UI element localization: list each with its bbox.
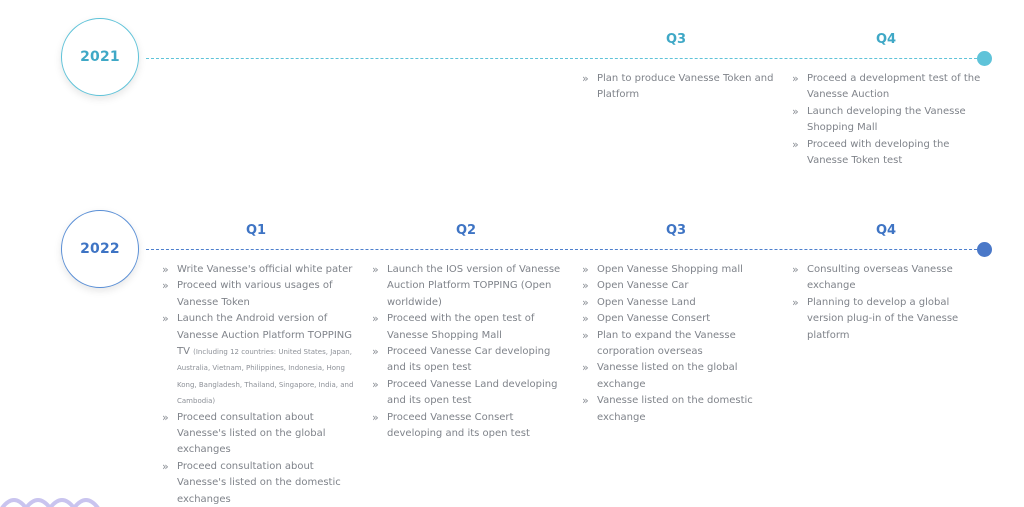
q3-2021-list xyxy=(582,71,777,104)
year-2021-label: 2021 xyxy=(80,49,120,65)
list-item: » Plan to produce Vanesse Token and Platform xyxy=(582,71,777,104)
list-item: » Open Vanesse Shopping mall xyxy=(582,262,777,278)
q4-2021-list xyxy=(792,71,987,169)
q1-2022-label: Q1 xyxy=(245,223,267,238)
q4-2021-label: Q4 xyxy=(875,32,897,47)
list-item: » Launch the IOS version of Vanesse Auction Platform TOPPING (Open worldwide) xyxy=(372,262,567,311)
q3-2021-label: Q3 xyxy=(665,32,687,47)
list-item: » Launch developing the Vanesse Shopping Mall xyxy=(792,104,987,137)
q4-2022-label: Q4 xyxy=(875,223,897,238)
timeline-2021 xyxy=(146,58,982,59)
list-item: » Vanesse listed on the global exchange xyxy=(582,360,777,393)
list-item: » Write Vanesse's official white pater xyxy=(162,262,362,278)
list-item: » Proceed Vanesse Land developing and its open test xyxy=(372,377,567,410)
year-2022-circle xyxy=(61,210,139,288)
wave-decoration-icon xyxy=(0,494,110,507)
year-2022-label: 2022 xyxy=(80,241,120,257)
list-item: » Proceed with the open test of Vanesse Shopping Mall xyxy=(372,311,567,344)
list-item xyxy=(162,311,362,409)
list-item: » Consulting overseas Vanesse exchange xyxy=(792,262,987,295)
q1-2022-list xyxy=(162,262,362,507)
q3-2022-list xyxy=(582,262,777,426)
q2-2022-label: Q2 xyxy=(455,223,477,238)
q4-2022-list xyxy=(792,262,987,344)
timeline-2022-end-dot xyxy=(977,242,992,257)
year-2021-circle xyxy=(61,18,139,96)
list-item: » Proceed Vanesse Car developing and its open test xyxy=(372,344,567,377)
list-item: » Planning to develop a global version plug-in of the Vanesse platform xyxy=(792,295,987,344)
list-item: » Proceed Vanesse Consert developing and its open test xyxy=(372,410,567,443)
list-item: » Proceed consultation about Vanesse's listed on the domestic exchanges xyxy=(162,459,362,507)
list-item: » Proceed with developing the Vanesse Token test xyxy=(792,137,987,170)
countries-note: (Including 12 countries: United States, Japan, Australia, Vietnam, Philippines, Indonesia, Hong Kong, Bangladesh, Thailand, Singapore, India, and Cambodia) xyxy=(177,348,354,406)
list-item: » Plan to expand the Vanesse corporation overseas xyxy=(582,328,777,361)
list-item: » Proceed a development test of the Vanesse Auction xyxy=(792,71,987,104)
list-item: » Proceed with various usages of Vanesse Token xyxy=(162,278,362,311)
q2-2022-list xyxy=(372,262,567,442)
list-item: » Open Vanesse Land xyxy=(582,295,777,311)
list-item: » Open Vanesse Consert xyxy=(582,311,777,327)
list-item: » Vanesse listed on the domestic exchange xyxy=(582,393,777,426)
list-item-text: Launch the Android version of Vanesse Auction Platform TOPPING TV xyxy=(177,313,353,358)
timeline-2021-end-dot xyxy=(977,51,992,66)
list-item: » Proceed consultation about Vanesse's listed on the global exchanges xyxy=(162,410,362,459)
timeline-2022 xyxy=(146,249,982,250)
q3-2022-label: Q3 xyxy=(665,223,687,238)
list-item: » Open Vanesse Car xyxy=(582,278,777,294)
